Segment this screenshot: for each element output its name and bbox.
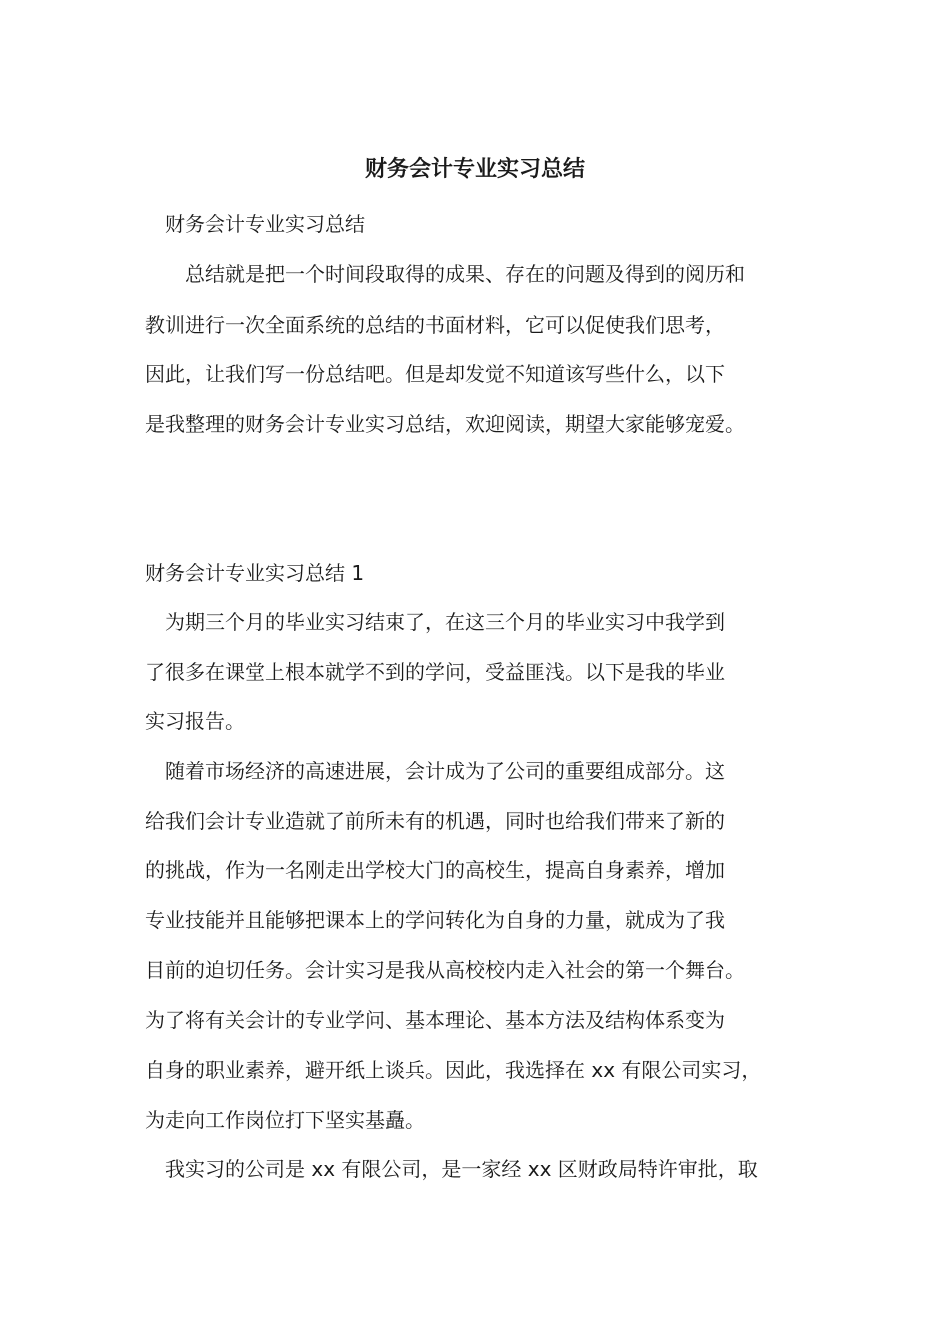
- body-line-7: 专业技能并且能够把课本上的学问转化为自身的力量，就成为了我: [145, 908, 725, 932]
- body-line-5: 给我们会计专业造就了前所未有的机遇，同时也给我们带来了新的: [145, 809, 725, 833]
- body-line-6: 的挑战，作为一名刚走出学校大门的高校生，提高自身素养，增加: [145, 858, 725, 882]
- section-heading: 财务会计专业实习总结 1: [145, 561, 365, 585]
- subtitle-line: 财务会计专业实习总结: [145, 212, 365, 236]
- intro-line-2: 教训进行一次全面系统的总结的书面材料，它可以促使我们思考，: [145, 313, 725, 337]
- body-line-2: 了很多在课堂上根本就学不到的学问，受益匪浅。以下是我的毕业: [145, 660, 725, 684]
- body-line-4: 随着市场经济的高速进展，会计成为了公司的重要组成部分。这: [145, 759, 725, 783]
- body-line-3: 实习报告。: [145, 709, 245, 733]
- body-line-8: 目前的迫切任务。会计实习是我从高校校内走入社会的第一个舞台。: [145, 958, 745, 982]
- body-line-11: 为走向工作岗位打下坚实基矗。: [145, 1108, 425, 1132]
- intro-line-1: 总结就是把一个时间段取得的成果、存在的问题及得到的阅历和: [145, 262, 745, 286]
- document-title: 财务会计专业实习总结: [364, 157, 585, 182]
- intro-line-4: 是我整理的财务会计专业实习总结，欢迎阅读，期望大家能够宠爱。: [145, 412, 745, 436]
- body-line-1: 为期三个月的毕业实习结束了，在这三个月的毕业实习中我学到: [145, 610, 725, 634]
- body-line-12: 我实习的公司是 xx 有限公司，是一家经 xx 区财政局特许审批，取: [145, 1157, 758, 1181]
- body-line-10: 自身的职业素养，避开纸上谈兵。因此，我选择在 xx 有限公司实习，: [145, 1058, 762, 1082]
- intro-line-3: 因此，让我们写一份总结吧。但是却发觉不知道该写些什么，以下: [145, 362, 725, 386]
- body-line-9: 为了将有关会计的专业学问、基本理论、基本方法及结构体系变为: [145, 1008, 725, 1032]
